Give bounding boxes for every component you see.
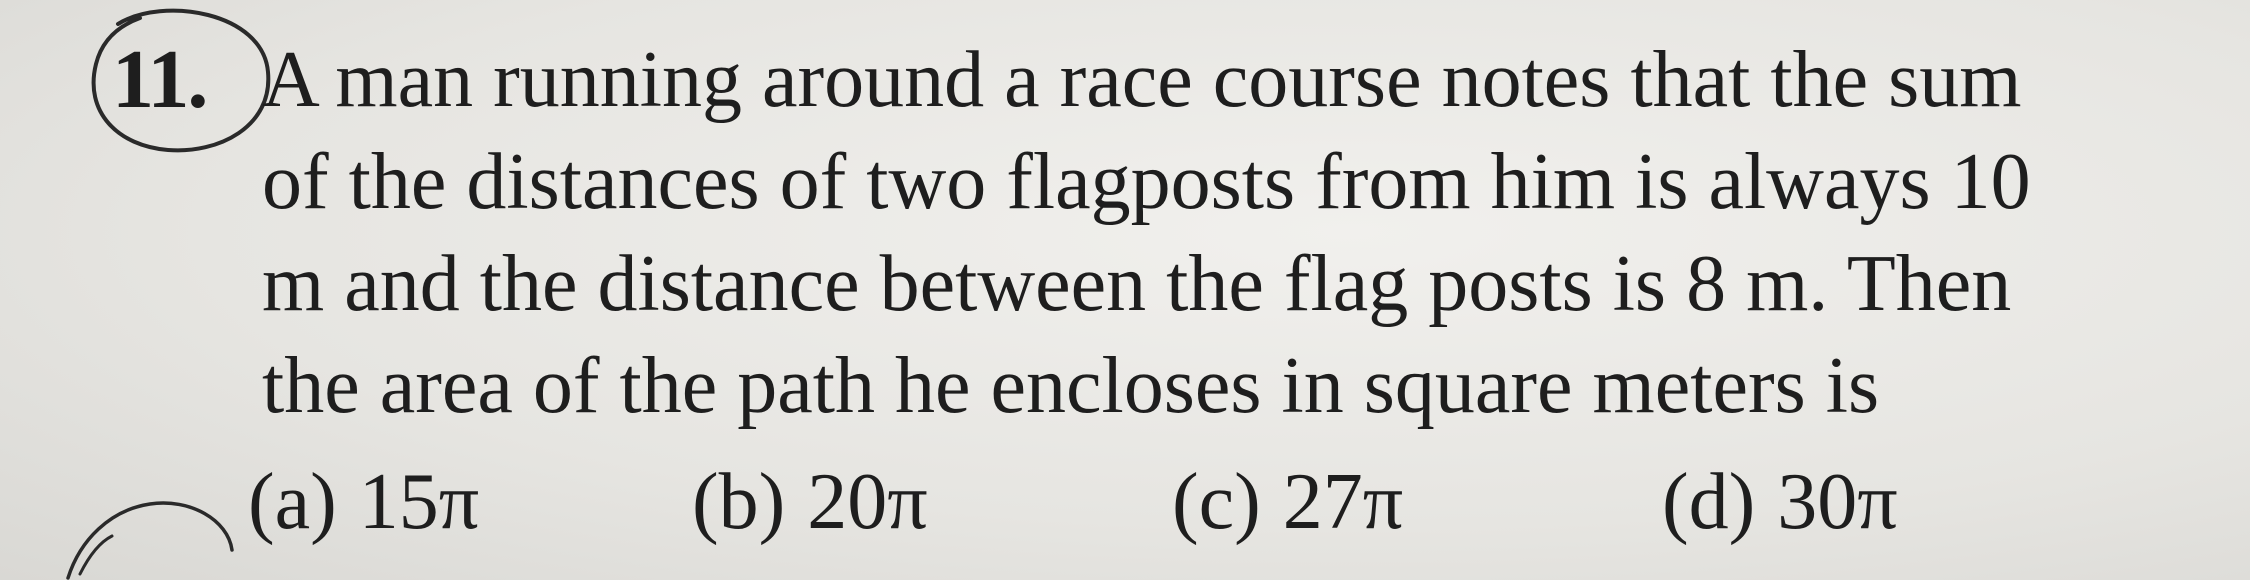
option-label: (d) (1662, 458, 1756, 546)
option-label: (c) (1172, 458, 1261, 546)
option-a[interactable] (248, 452, 479, 552)
option-value: 20π (807, 458, 928, 546)
question-text (262, 30, 2192, 438)
option-b[interactable] (692, 452, 928, 552)
question-line: of the distances of two flagposts from him is always 10 (262, 138, 2031, 226)
option-c[interactable] (1172, 452, 1403, 552)
option-value: 27π (1282, 458, 1404, 546)
question-line: the area of the path he encloses in square meters is (262, 342, 1880, 430)
option-value: 15π (358, 458, 480, 546)
option-label: (a) (248, 458, 337, 546)
option-value: 30π (1777, 458, 1898, 546)
option-label: (b) (692, 458, 786, 546)
question-line: A man running around a race course notes that the sum (262, 36, 2022, 124)
question-number: 11. (112, 33, 207, 126)
option-d[interactable] (1662, 452, 1898, 552)
answer-options (0, 452, 2250, 562)
question-line: m and the distance between the flag posts is 8 m. Then (262, 240, 2012, 328)
